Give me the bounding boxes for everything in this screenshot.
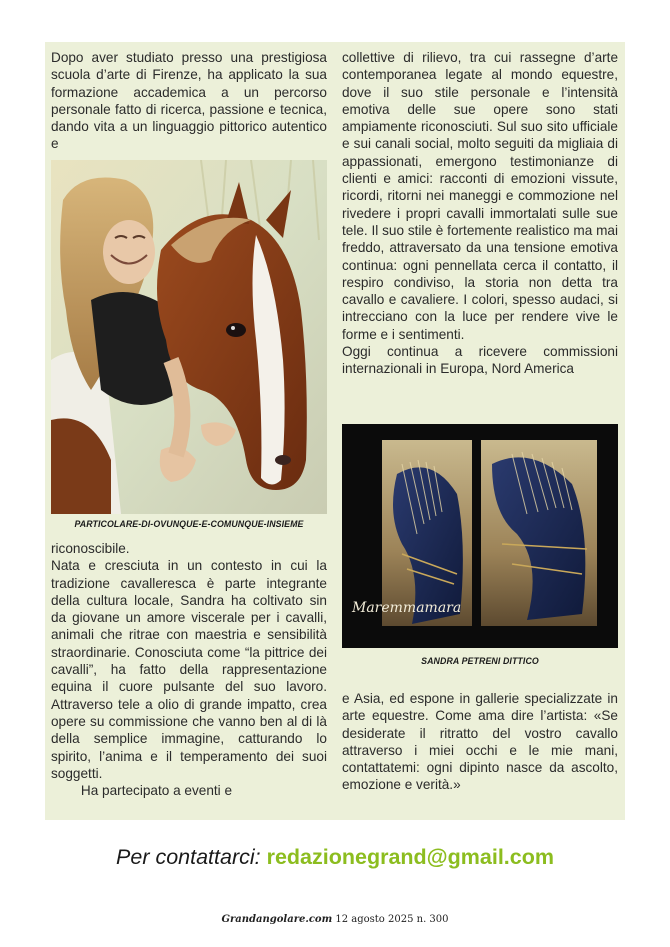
painting-signature: Maremmamara [352, 600, 462, 616]
paragraph: Oggi continua a ricevere commissioni internazionali in Europa, Nord America [342, 344, 618, 377]
footer-issue-info: 12 agosto 2025 n. 300 [335, 914, 449, 925]
right-column-top-text [342, 49, 618, 378]
paragraph: Nata e cresciuta in un contesto in cui la tradizione cavalleresca è parte integrante della cultura locale, Sandra ha coltivato sin da giovane un amore viscerale per i cavalli, animali che ritrae con maestria e sensibilità straordinarie. Conosciuta come “la pittrice dei cavalli”, ha fatto della rappresentazione equina il cuore pulsante del suo lavoro. Attraverso tele a olio di grande impatto, crea opere su commissione che vanno ben al di là della semplice immagine, catturando lo spirito, l’anima e il temperamento dei suoi soggetti. [51, 558, 327, 781]
left-column-top-text [51, 49, 327, 153]
contact-email-link[interactable]: redazionegrand@gmail.com [266, 845, 554, 869]
left-column-bottom-text [51, 540, 327, 799]
paragraph: Ha partecipato a eventi e [80, 783, 233, 799]
image-caption-2: SANDRA PETRENI DITTICO [421, 656, 539, 666]
right-column-bottom-text [342, 690, 618, 794]
contact-line [0, 845, 670, 870]
painting-woman-with-horse [51, 160, 327, 514]
paragraph: collettive di rilievo, tra cui rassegne d’arte contemporanea legate al mondo equestre, dove il suo stile personale e l’intensità emotiva delle sue opere sono stati ampiamente riconosciuti. Sul suo sito ufficiale e sui canali social, molto seguiti da migliaia di appassionati, emergono testimonianze di clienti e amici: racconti di emozioni vissute, ricordi, ritorni nei maneggi e commozione nel rivedere i propri cavalli immortalati sulle sue tele. Il suo stile è fortemente realistico ma mai freddo, attraversato da una tensione emotiva continua: ogni pennellata cerca il contatto, il respiro condiviso, la storia non detta tra cavallo e cavaliere. I colori, spesso audaci, si intrecciano con la luce per rendere vive le forme e i sentimenti. [342, 50, 618, 342]
footer-site: Grandangolare.com [221, 914, 333, 925]
diptych-painting [342, 424, 618, 648]
page-footer [0, 914, 670, 925]
contact-label: Per contattarci: [116, 845, 261, 869]
image-caption-1: PARTICOLARE-DI-OVUNQUE-E-COMUNQUE-INSIEME [74, 519, 304, 529]
paragraph: riconoscibile. [51, 541, 130, 556]
paragraph: e Asia, ed espone in gallerie specializzate in arte equestre. Come ama dire l’artista: «Se desiderate il ritratto del vostro cavallo attraverso i miei occhi e le mie mani, contattatemi: ogni dipinto nasce da ascolto, emozione e verità.» [342, 691, 618, 793]
paragraph: Dopo aver studiato presso una prestigiosa scuola d’arte di Firenze, ha applicato la sua formazione accademica a un percorso personale fatto di ricerca, passione e tecnica, dando vita a un linguaggio pittorico autentico e [51, 50, 327, 152]
